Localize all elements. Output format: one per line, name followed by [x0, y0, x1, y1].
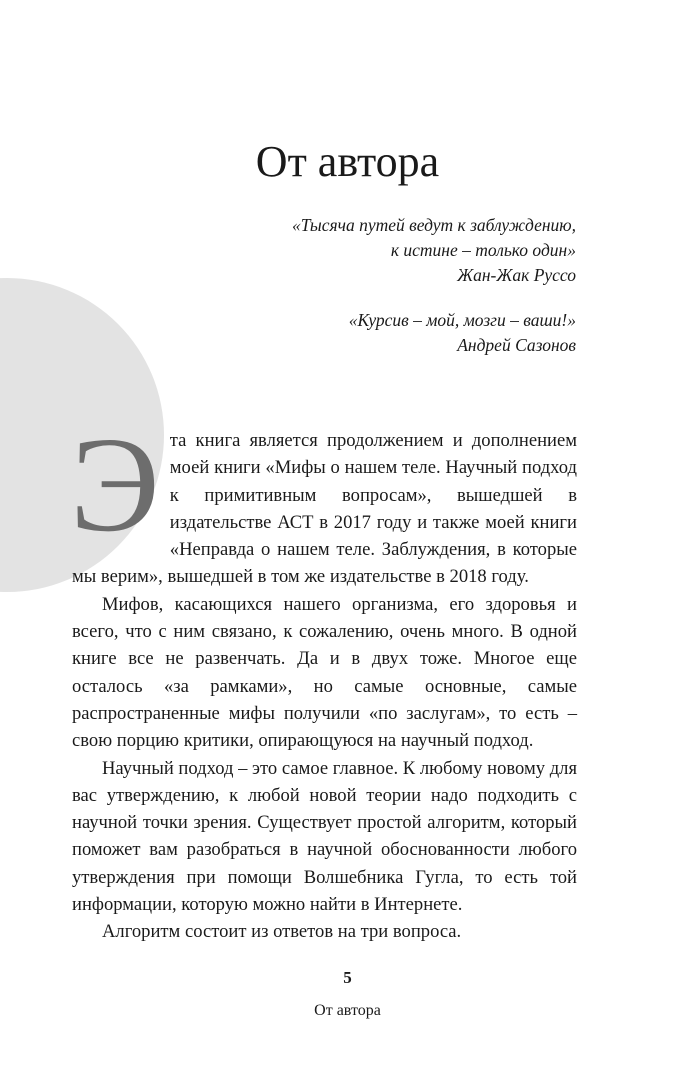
page-number: 5 [343, 968, 352, 987]
body-text [70, 410, 577, 946]
epigraph-author: Андрей Сазонов [457, 335, 576, 355]
epigraph-rousseau [0, 213, 576, 288]
page-title: От автора [255, 137, 440, 186]
paragraph: Алгоритм состоит из ответов на три вопроса. [102, 921, 462, 943]
paragraph [70, 410, 577, 591]
paragraph-text: та книга является продолжением и дополнением моей книги «Мифы о нашем теле. Научный подход к примитивным вопросам», вышедшей в издательстве АСТ в 2017 году и также моей книги «Неправда о нашем теле. Заблуждения, в которые мы верим», вышедшей в том же издательстве в 2018 году. [72, 430, 577, 588]
paragraph: Мифов, касающихся нашего организма, его здоровья и всего, что с ним связано, к сожалению, очень много. В одной книге все не развенчать. Да и в двух тоже. Многое еще осталось «за рамками», но самые основные, самые распространенные мифы получили «по заслугам», то есть – свою порцию критики, опирающуюся на научный подход. [72, 593, 577, 752]
epigraph-quote-line: к истине – только один» [390, 240, 576, 260]
epigraph-quote-line: «Тысяча путей ведут к заблуждению, [292, 215, 576, 235]
drop-cap: Э [70, 410, 160, 560]
epigraph-sazonov [0, 308, 576, 358]
epigraph-quote-line: «Курсив – мой, мозги – ваши!» [348, 310, 576, 330]
paragraph: Научный подход – это самое главное. К любому новому для вас утверждению, к любой новой теории надо подходить с научной точки зрения. Существует простой алгоритм, который поможет вам разобраться в научной обоснованности любого утверждения при помощи Волшебника Гугла, то есть той информации, которую можно найти в Интернете. [72, 757, 577, 916]
running-title: От автора [314, 1002, 381, 1019]
epigraph-author: Жан-Жак Руссо [457, 265, 576, 285]
